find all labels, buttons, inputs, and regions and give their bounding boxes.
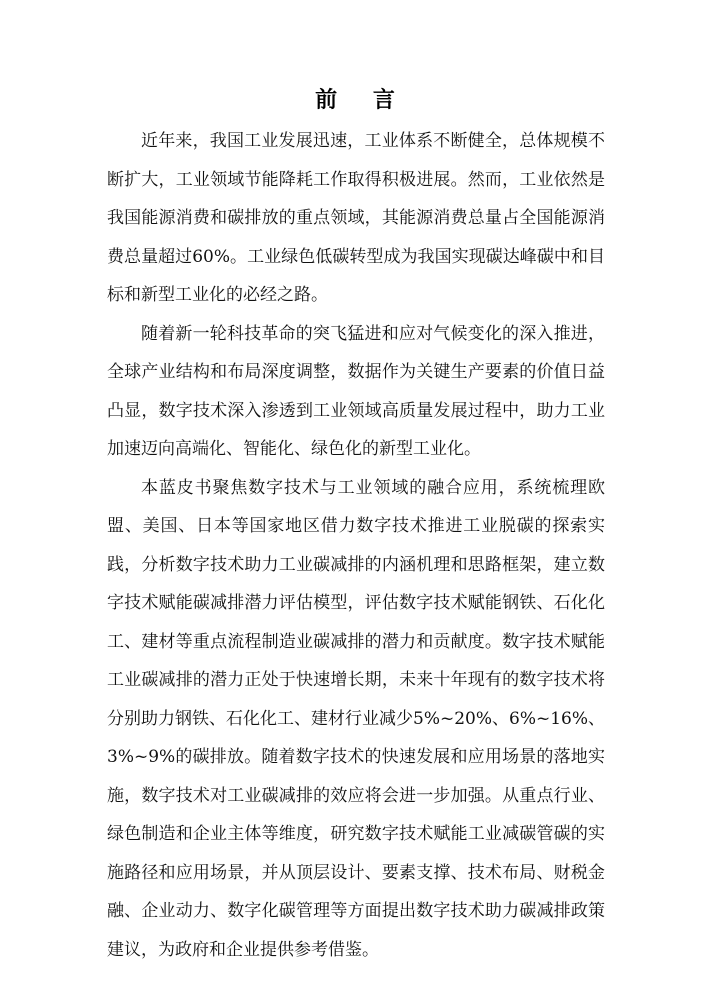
paragraph-3: 本蓝皮书聚焦数字技术与工业领域的融合应用，系统梳理欧盟、美国、日本等国家地区借力数字技术推进工业脱碳的探索实践，分析数字技术助力工业碳减排的内涵机理和思路框架，建立数字技术赋能碳减排潜力评估模型，评估数字技术赋能钢铁、石化化工、建材等重点流程制造业碳减排的潜力和贡献度。数字技术赋能工业碳减排的潜力正处于快速增长期，未来十年现有的数字技术将分别助力钢铁、石化化工、建材行业减少5%~20%、6%~16%、3%~9%的碳排放。随着数字技术的快速发展和应用场景的落地实施，数字技术对工业碳减排的效应将会进一步加强。从重点行业、绿色制造和企业主体等维度，研究数字技术赋能工业减碳管碳的实施路径和应用场景，并从顶层设计、要素支撑、技术布局、财税金融、企业动力、数字化碳管理等方面提出数字技术助力碳减排政策建议，为政府和企业提供参考借鉴。 (107, 477, 605, 960)
document-body (107, 122, 605, 969)
page-title: 前 言 (315, 88, 409, 113)
paragraph-2: 随着新一轮科技革命的突飞猛进和应对气候变化的深入推进，全球产业结构和布局深度调整，数据作为关键生产要素的价值日益凸显，数字技术深入渗透到工业领域高质量发展过程中，助力工业加速迈向高端化、智能化、绿色化的新型工业化。 (107, 323, 605, 459)
paragraph-1: 近年来，我国工业发展迅速，工业体系不断健全，总体规模不断扩大，工业领域节能降耗工作取得积极进展。然而，工业依然是我国能源消费和碳排放的重点领域，其能源消费总量占全国能源消费总量超过60%。工业绿色低碳转型成为我国实现碳达峰碳中和目标和新型工业化的必经之路。 (107, 131, 605, 305)
